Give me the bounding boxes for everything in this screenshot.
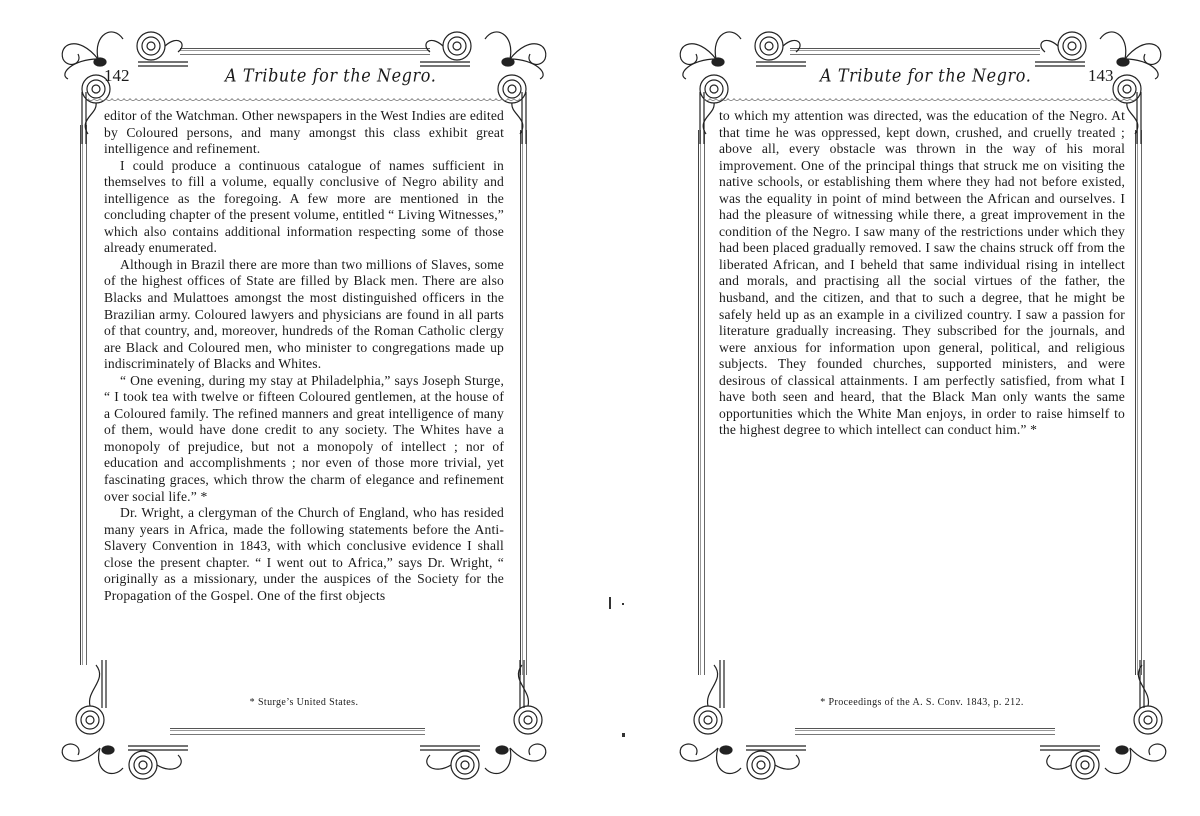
paragraph: editor of the Watchman. Other newspapers in the West Indies are edited by Coloured persons, and many amongst this class exhibit great intelligence and refinement. <box>104 108 504 157</box>
paragraph: Although in Brazil there are more than two millions of Slaves, some of the highest offices of State are filled by Black men. There are also Blacks and Mulattoes amongst the most distinguished officers in the Brazilian army. Coloured lawyers and physicians are found in all parts of that country, and, moreover, hundreds of the Roman Catholic clergy are Black and Coloured men, who minister to congregations made up indiscriminately of Blacks and Whites. <box>104 256 504 372</box>
bottom-left-corner-ornament <box>656 660 806 790</box>
paragraph: I could produce a continuous catalogue of names sufficient in themselves to fill a volume, equally conclusive of Negro ability and intelligence as the foregoing. A few more are mentioned in the concluding chapter of the present volume, entitled “ Living Witnesses,” which also contains additional information respecting some of those already enumerated. <box>104 157 504 256</box>
footnote: * Sturge’s United States. <box>249 697 359 708</box>
footnote: * Proceedings of the A. S. Conv. 1843, p. 212. <box>820 697 1024 708</box>
page-body-text <box>719 108 1125 439</box>
running-head-title: A Tribute for the Negro. <box>225 64 437 87</box>
bottom-right-corner-ornament <box>1040 660 1190 790</box>
left-border-rule <box>698 130 705 675</box>
paragraph: to which my attention was directed, was the education of the Negro. At that time he was oppressed, kept down, crushed, and cruelly treated ; above all, every obstacle was thrown in the way of his moral improvement. One of the principal things that struck me on visiting the native schools, or establishing them where they had not before existed, was the equality in point of mind between the African and ourselves. I had the pleasure of witnessing while there, a great improvement in the condition of the Negro. I saw many of the restrictions under which they had been placed gradually removed. I saw the chains struck off from the liberated African, and I beheld that same individual rising in intellect and morals, and practising all the social virtues of the father, the husband, and the citizen, and that to such a degree, that he might be safely held up as an example in a civilized country. I saw a passion for literature gradually increasing. They subscribed for the journals, and were anxious for information upon general, political, and religious subjects. They founded churches, supported ministers, and were desirous of classical attainments. I am perfectly satisfied, from what I have both seen and heard, that the Black Man only wants the same opportunities which the White Man enjoys, in order to raise himself to the highest degree to which intellect can conduct him.” * <box>719 108 1125 438</box>
bottom-border-rule <box>795 728 1055 735</box>
top-border-rule <box>790 48 1040 55</box>
running-head-title: A Tribute for the Negro. <box>820 64 1032 87</box>
paragraph: Dr. Wright, a clergyman of the Church of England, who has resided many years in Africa, made the following statements before the Anti-Slavery Convention in 1843, with which conclusive evidence I shall close the present chapter. “ I went out to Africa,” says Dr. Wright, “ originally as a missionary, under the auspices of the Society for the Propagation of the Gospel. One of the first objects <box>104 505 504 603</box>
header-wavy-rule <box>704 98 1136 104</box>
paragraph: “ One evening, during my stay at Philadelphia,” says Joseph Sturge, “ I took tea with twelve or fifteen Coloured gentlemen, at the house of a Coloured family. The refined manners and great intelligence of many of them, would have done credit to any society. The Whites have a monopoly of prejudice, but not a monopoly of intellect ; nor of education and accomplishments ; nor even of those more trivial, yet fascinating graces, which throw the charm of elegance and refinement over social life.” * <box>104 372 504 504</box>
page-number: 143 <box>1088 66 1114 85</box>
right-border-rule <box>1135 130 1142 675</box>
page-number: 142 <box>104 66 130 85</box>
